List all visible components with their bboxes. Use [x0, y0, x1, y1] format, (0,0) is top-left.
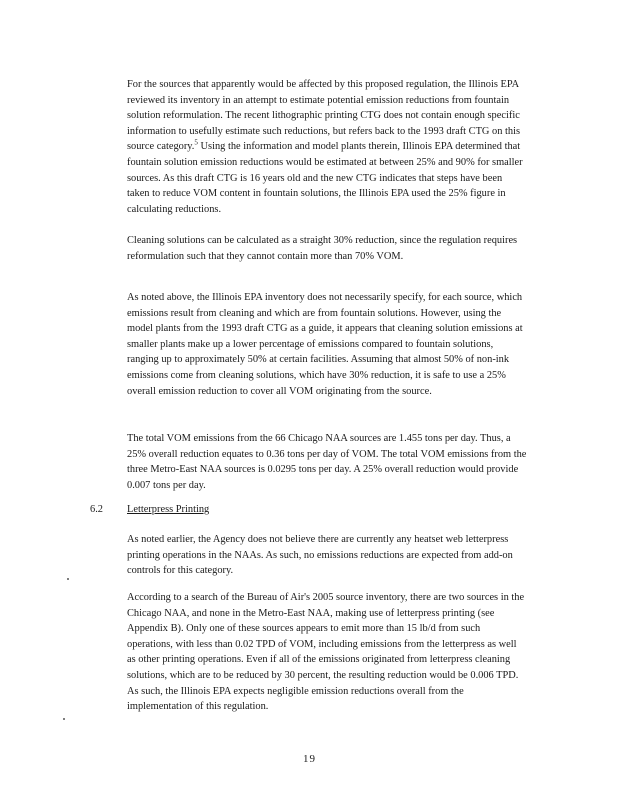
paragraph-fountain-solution [127, 77, 527, 217]
section-heading [90, 502, 530, 518]
scan-speck [63, 718, 65, 720]
scan-speck [67, 578, 69, 580]
page-number: 19 [303, 753, 316, 765]
section-number: 6.2 [90, 504, 103, 515]
paragraph-text: For the sources that apparently would be affected by this proposed regulation, the Illinois EPA reviewed its inventory in an attempt to estimate potential emission reductions from fountain solution reformulation. The recent lithographic printing CTG does not contain enough specific information to usefully estimate such reductions, but refers back to the 1993 draft CTG on this source category. [127, 79, 521, 153]
paragraph-letterpress-intro: As noted earlier, the Agency does not believe there are currently any heatset web letterpress printing operations in the NAAs. As such, no emissions reductions are expected from add-on controls for this category. [127, 534, 513, 577]
paragraph-cleaning-solutions: Cleaning solutions can be calculated as a straight 30% reduction, since the regulation requires reformulation such that they cannot contain more than 70% VOM. [127, 235, 518, 262]
section-title: Letterpress Printing [127, 504, 210, 515]
paragraph-letterpress-inventory: According to a search of the Bureau of Air's 2005 source inventory, there are two sources in the Chicago NAA, and none in the Metro-East NAA, making use of letterpress printing (see Appendix B). Only one of these sources appears to emit more than 15 lb/d from such operations, with less than 0.02 TPD of VOM, including emissions from the letterpress as well as other printing operations. Even if all of the emissions originated from letterpress cleaning solutions, which are to be reduced by 30 percent, the resulting reduction would be 0.006 TPD. As such, the Illinois EPA expects negligible emission reductions overall from the implementation of this regulation. [127, 592, 525, 713]
paragraph-inventory-analysis: As noted above, the Illinois EPA inventory does not necessarily specify, for each source, which emissions result from cleaning and which are from fountain solutions. However, using the model plants from the 1993 draft CTG as a guide, it appears that cleaning solution emissions at smaller plants make up a lower percentage of emissions compared to fountain solutions, ranging up to approximately 50% at certain facilities. Assuming that almost 50% of non-ink emissions come from cleaning solutions, which have 30% reduction, it is safe to use a 25% overall emission reduction to cover all VOM originating from the source. [127, 292, 523, 397]
footnote-reference: 5 [194, 138, 198, 147]
paragraph-total-emissions: The total VOM emissions from the 66 Chicago NAA sources are 1.455 tons per day. Thus, a 25% overall reduction equates to 0.36 tons per day of VOM. The total VOM emissions from the three Metro-East NAA sources is 0.0295 tons per day. A 25% overall reduction would provide 0.007 tons per day. [127, 433, 527, 491]
paragraph-text-continued: Using the information and model plants therein, Illinois EPA determined that fountain solution emission reductions would be estimated at between 25% and 90% for smaller sources. As this draft CTG is 16 years old and the new CTG indicates that steps have been taken to reduce VOM content in fountain solutions, the Illinois EPA used the 25% figure in calculating reductions. [127, 141, 523, 215]
